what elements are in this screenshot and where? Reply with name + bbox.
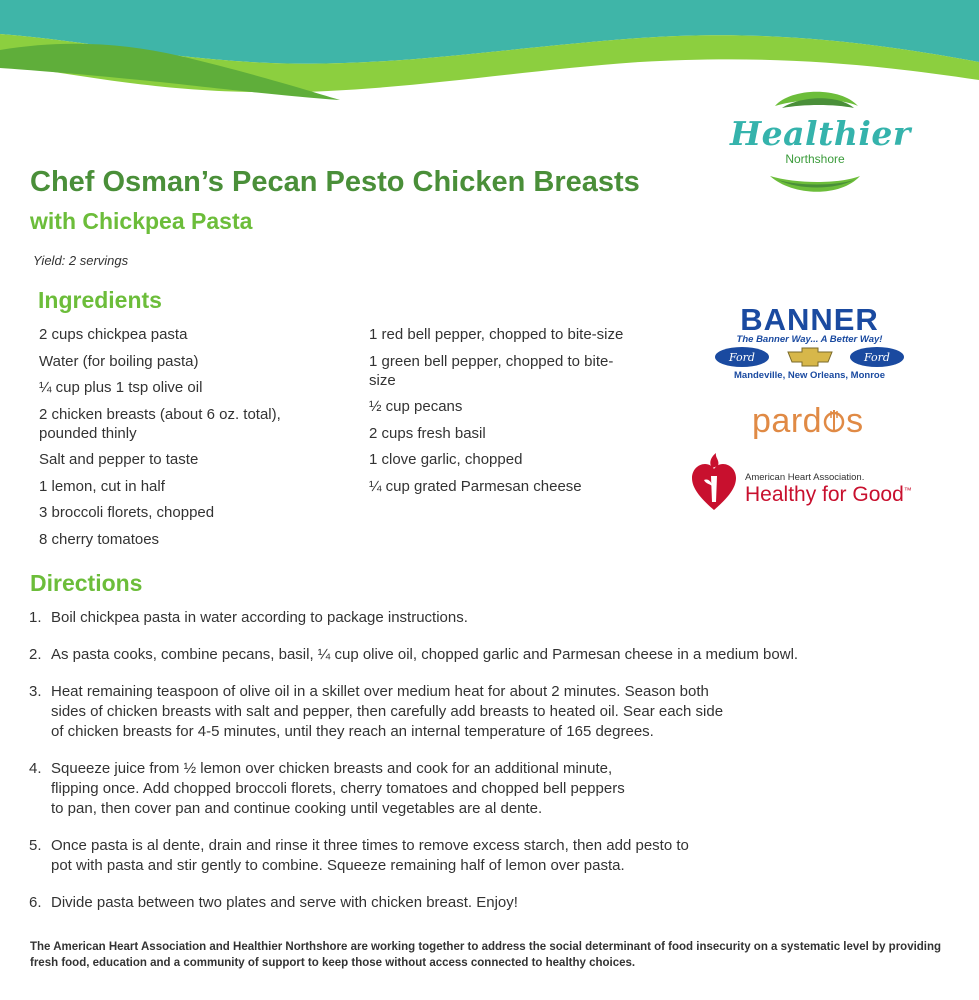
ingredients-heading: Ingredients	[38, 287, 162, 313]
direction-step	[29, 836, 929, 876]
ingredient-item: 1 lemon, cut in half	[39, 477, 165, 495]
direction-step	[29, 608, 929, 628]
step-number: 2.	[29, 646, 42, 663]
recipe-subtitle: with Chickpea Pasta	[30, 208, 253, 234]
step-text: As pasta cooks, combine pecans, basil, ¼ cup olive oil, chopped garlic and Parmesan cheese in a medium bowl.	[51, 646, 799, 663]
direction-step	[29, 893, 929, 913]
directions-heading: Directions	[30, 570, 143, 596]
ingredient-item: 2 chicken breasts (about 6 oz. total), pounded thinly	[39, 405, 281, 442]
aha-program-name: Healthy for Good	[745, 483, 904, 506]
step-text: Boil chickpea pasta in water according to package instructions.	[51, 609, 468, 626]
healthier-northshore-logo	[730, 84, 911, 200]
pardos-name: pard	[752, 402, 823, 440]
recipe-yield: Yield: 2 servings	[33, 253, 129, 268]
ingredient-item: 1 clove garlic, chopped	[369, 451, 523, 468]
ingredients-list-left	[39, 325, 339, 556]
fork-icon	[822, 406, 846, 436]
ingredient-item: 1 red bell pepper, chopped to bite-size	[369, 326, 624, 343]
step-number: 1.	[29, 609, 42, 626]
step-number: 3.	[29, 683, 42, 700]
ford-right-label: Ford	[864, 351, 890, 364]
aha-trademark: ™	[903, 486, 912, 495]
ingredient-item: 1 green bell pepper, chopped to bite-size	[369, 352, 614, 389]
ingredient-item: 2 cups chickpea pasta	[39, 326, 188, 343]
step-text: Once pasta is al dente, drain and rinse it three times to remove excess starch, then add pesto to pot with pasta and stir gently to combine. Squeeze remaining half of lemon over pasta.	[51, 837, 689, 874]
brand-name: Healthier	[730, 114, 911, 153]
ingredient-item: 2 cups fresh basil	[369, 424, 486, 442]
pardos-name-end: s	[846, 402, 864, 440]
step-number: 5.	[29, 837, 42, 854]
ingredient-item: Water (for boiling pasta)	[39, 352, 199, 370]
direction-step	[29, 759, 929, 819]
brand-sub: Northshore	[785, 152, 845, 166]
ingredient-item: 8 cherry tomatoes	[39, 530, 160, 548]
step-text: Squeeze juice from ½ lemon over chicken breasts and cook for an additional minute, flipping once. Add chopped broccoli florets, cherry tomatoes and chopped bell peppers to pan, then cover pan and continue cooking until vegetables are al dente.	[51, 760, 625, 817]
banner-sponsor-logo	[712, 302, 907, 384]
step-text: Heat remaining teaspoon of olive oil in a skillet over medium heat for about 2 minutes. Season both sides of chicken breasts with salt and pepper, then carefully add breasts to heated oil. Sear each side of chicken breasts for 4-5 minutes, until they reach an internal temperature of 165 degrees.	[51, 683, 724, 740]
direction-step	[29, 682, 929, 742]
ingredients-list-right	[369, 325, 629, 503]
pardos-sponsor-logo	[752, 402, 872, 448]
banner-cities: Mandeville, New Orleans, Monroe	[734, 370, 885, 381]
ingredient-item: ½ cup pecans	[369, 398, 463, 415]
ingredient-item: Salt and pepper to taste	[39, 451, 199, 468]
aha-org-name: American Heart Association.	[745, 472, 865, 483]
ingredient-item: ¼ cup grated Parmesan cheese	[369, 477, 582, 495]
heart-torch-icon	[690, 452, 738, 512]
ingredient-item: ¼ cup plus 1 tsp olive oil	[39, 379, 203, 396]
footer-note: The American Heart Association and Healthier Northshore are working together to address the social determinant of food insecurity on a systematic level by providing fresh food, education and a community of support to keep those without access connected to healthy choices.	[30, 941, 942, 969]
step-number: 4.	[29, 760, 42, 777]
directions-list	[29, 608, 929, 930]
recipe-title: Chef Osman’s Pecan Pesto Chicken Breasts	[30, 166, 640, 198]
aha-sponsor-logo	[690, 452, 930, 514]
step-number: 6.	[29, 894, 42, 911]
step-text: Divide pasta between two plates and serve with chicken breast. Enjoy!	[51, 894, 518, 911]
ingredient-item: 3 broccoli florets, chopped	[39, 504, 215, 521]
banner-tagline: The Banner Way... A Better Way!	[736, 334, 883, 345]
banner-name: BANNER	[740, 302, 879, 337]
direction-step	[29, 645, 929, 665]
ford-chevrolet-icon	[712, 346, 907, 368]
ford-left-label: Ford	[729, 351, 755, 364]
